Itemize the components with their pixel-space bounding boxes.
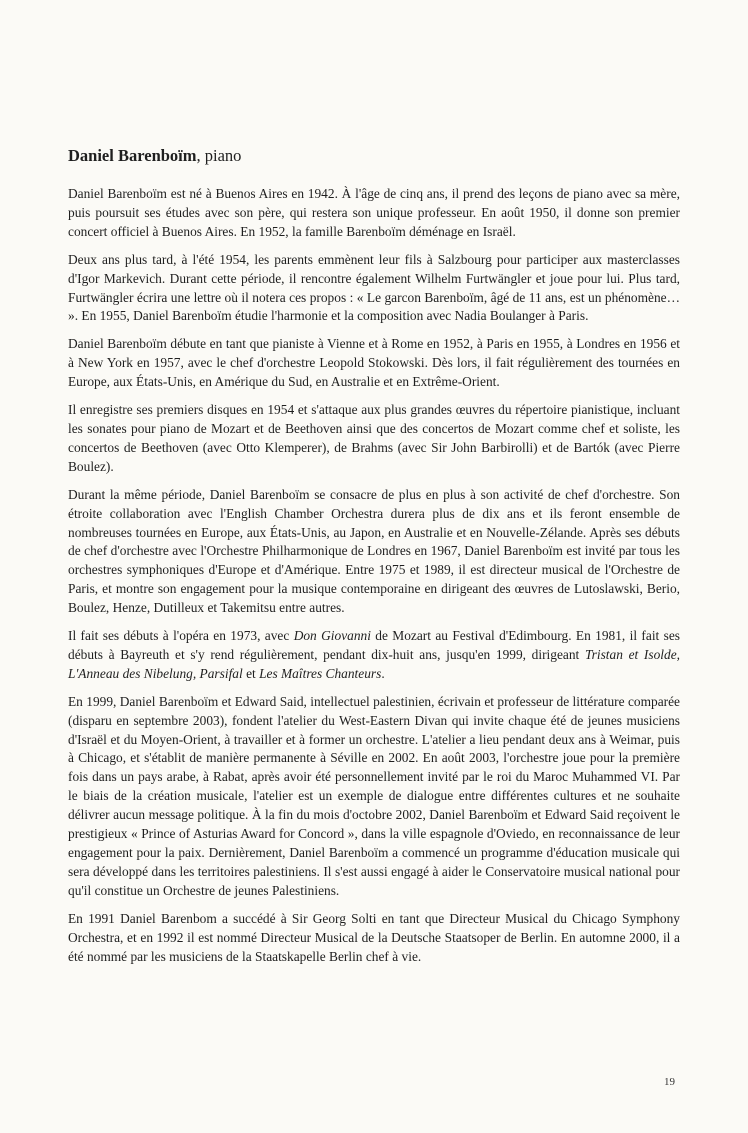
page-heading — [68, 145, 680, 167]
work-title: Les Maîtres Chanteurs — [259, 665, 382, 681]
work-title: Tristan et Isolde, L'Anneau des Nibelung, Parsifal — [68, 646, 680, 681]
biography-paragraph — [68, 486, 680, 618]
biography-paragraph — [68, 401, 680, 477]
paragraph-text: . — [381, 665, 385, 681]
paragraph-text: Il enregistre ses premiers disques en 1954 et s'attaque aux plus grandes œuvres du répertoire pianistique, incluant les sonates pour piano de Mozart et de Beethoven ainsi que des concertos de Mozart comme chef et soliste, les concertos de Beethoven (avec Otto Klemperer), de Brahms (avec Sir John Barbirolli) et de Bartók (avec Pierre Boulez). — [68, 402, 680, 474]
work-title: Don Giovanni — [293, 628, 371, 644]
paragraph-text: En 1999, Daniel Barenboïm et Edward Said, intellectuel palestinien, écrivain et professeur de littérature comparée (disparu en septembre 2003), fondent l'atelier du West-Eastern Divan qui invite chaque été de jeunes musiciens d'Israël et du Moyen-Orient, à travailler et à former un orchestre. L'atelier a lieu pendant deux ans à Weimar, puis à Chicago, et s'établit de manière permanente à Séville en 2002. En août 2003, l'orchestre joue pour la première fois dans un pays arabe, à Rabat, après avoir été personnellement invité par le roi du Maroc Muhammed VI. Par le biais de la création musicale, l'atelier est un exemple de dialogue entre différentes cultures et ne souhaite délivrer aucun message politique. À la fin du mois d'octobre 2002, Daniel Barenboïm et Edward Said reçoivent le prestigieux « Prince of Asturias Award for Concord », dans la ville espagnole d'Oviedo, en reconnaissance de leur engagement pour la paix. Dernièrement, Daniel Barenboïm a commencé un programme d'éducation musicale qui sera développé dans les territoires palestiniens. Il s'est aussi engagé à aider le Conservatoire musical national pour qu'il constitue un Orchestre de jeunes Palestiniens. — [68, 693, 680, 898]
biography-paragraph — [68, 185, 680, 242]
biography-body — [68, 185, 680, 975]
paragraph-text: Deux ans plus tard, à l'été 1954, les parents emmènent leur fils à Salzbourg pour participer aux masterclasses d'Igor Markevich. Durant cette période, il rencontre également Wilhelm Furtwängler et joue pour lui. Plus tard, Furtwängler écrira une lettre où il notera ces propos : « Le garcon Barenboïm, âgé de 11 ans, est un phénomène… ». En 1955, Daniel Barenboïm étudie l'harmonie et la composition avec Nadia Boulanger à Paris. — [68, 251, 680, 324]
biography-paragraph — [68, 335, 680, 392]
biography-paragraph — [68, 910, 680, 967]
artist-role: , piano — [196, 146, 242, 165]
paragraph-text: Durant la même période, Daniel Barenboïm se consacre de plus en plus à son activité de chef d'orchestre. Son étroite collaboration avec l'English Chamber Orchestra durera plus de dix ans et ils feront ensemble de nombreuses tournées en Europe, aux États-Unis, au Japon, en Australie et en Nouvelle-Zélande. Après ses débuts de chef d'orchestre avec l'Orchestre Philharmonique de Londres en 1967, Daniel Barenboïm est invité par tous les orchestres symphoniques d'Europe et d'Amérique. Entre 1975 et 1989, il est directeur musical de l'Orchestre de Paris, et montre son engagement pour la musique contemporaine en dirigeant des œuvres de Lutoslawski, Berio, Boulez, Henze, Dutilleux et Takemitsu entre autres. — [68, 486, 680, 616]
artist-name: Daniel Barenboïm — [68, 146, 197, 165]
paragraph-text: de Mozart au Festival d'Edimbourg. En 1981, il fait ses débuts à Bayreuth et s'y rend régulièrement, pendant dix-huit ans, jusqu'en 1999, dirigeant — [68, 628, 680, 662]
paragraph-text: Daniel Barenboïm débute en tant que pianiste à Vienne et à Rome en 1952, à Paris en 1955, à Londres en 1956 et à New York en 1957, avec le chef d'orchestre Leopold Stokowski. Dès lors, il fait régulièrement des tournées en Europe, aux États-Unis, en Amérique du Sud, en Australie et en Extrême-Orient. — [68, 336, 680, 390]
paragraph-text: En 1991 Daniel Barenbom a succédé à Sir Georg Solti en tant que Directeur Musical du Chicago Symphony Orchestra, et en 1992 il est nommé Directeur Musical de la Deutsche Staatsoper de Berlin. En automne 2000, il a été nommé par les musiciens de la Staatskapelle Berlin chef à vie. — [68, 910, 680, 964]
paragraph-text: et — [242, 665, 260, 681]
biography-paragraph — [68, 251, 680, 327]
biography-paragraph — [68, 693, 680, 901]
paragraph-text: Il fait ses débuts à l'opéra en 1973, avec — [68, 628, 294, 644]
page-number: 19 — [664, 1076, 675, 1088]
paragraph-text: Daniel Barenboïm est né à Buenos Aires en 1942. À l'âge de cinq ans, il prend des leçons de piano avec sa mère, puis poursuit ses études avec son père, qui restera son unique professeur. En août 1950, il donne son premier concert officiel à Buenos Aires. En 1952, la famille Barenboïm déménage en Israël. — [68, 186, 680, 239]
biography-paragraph — [68, 627, 680, 684]
